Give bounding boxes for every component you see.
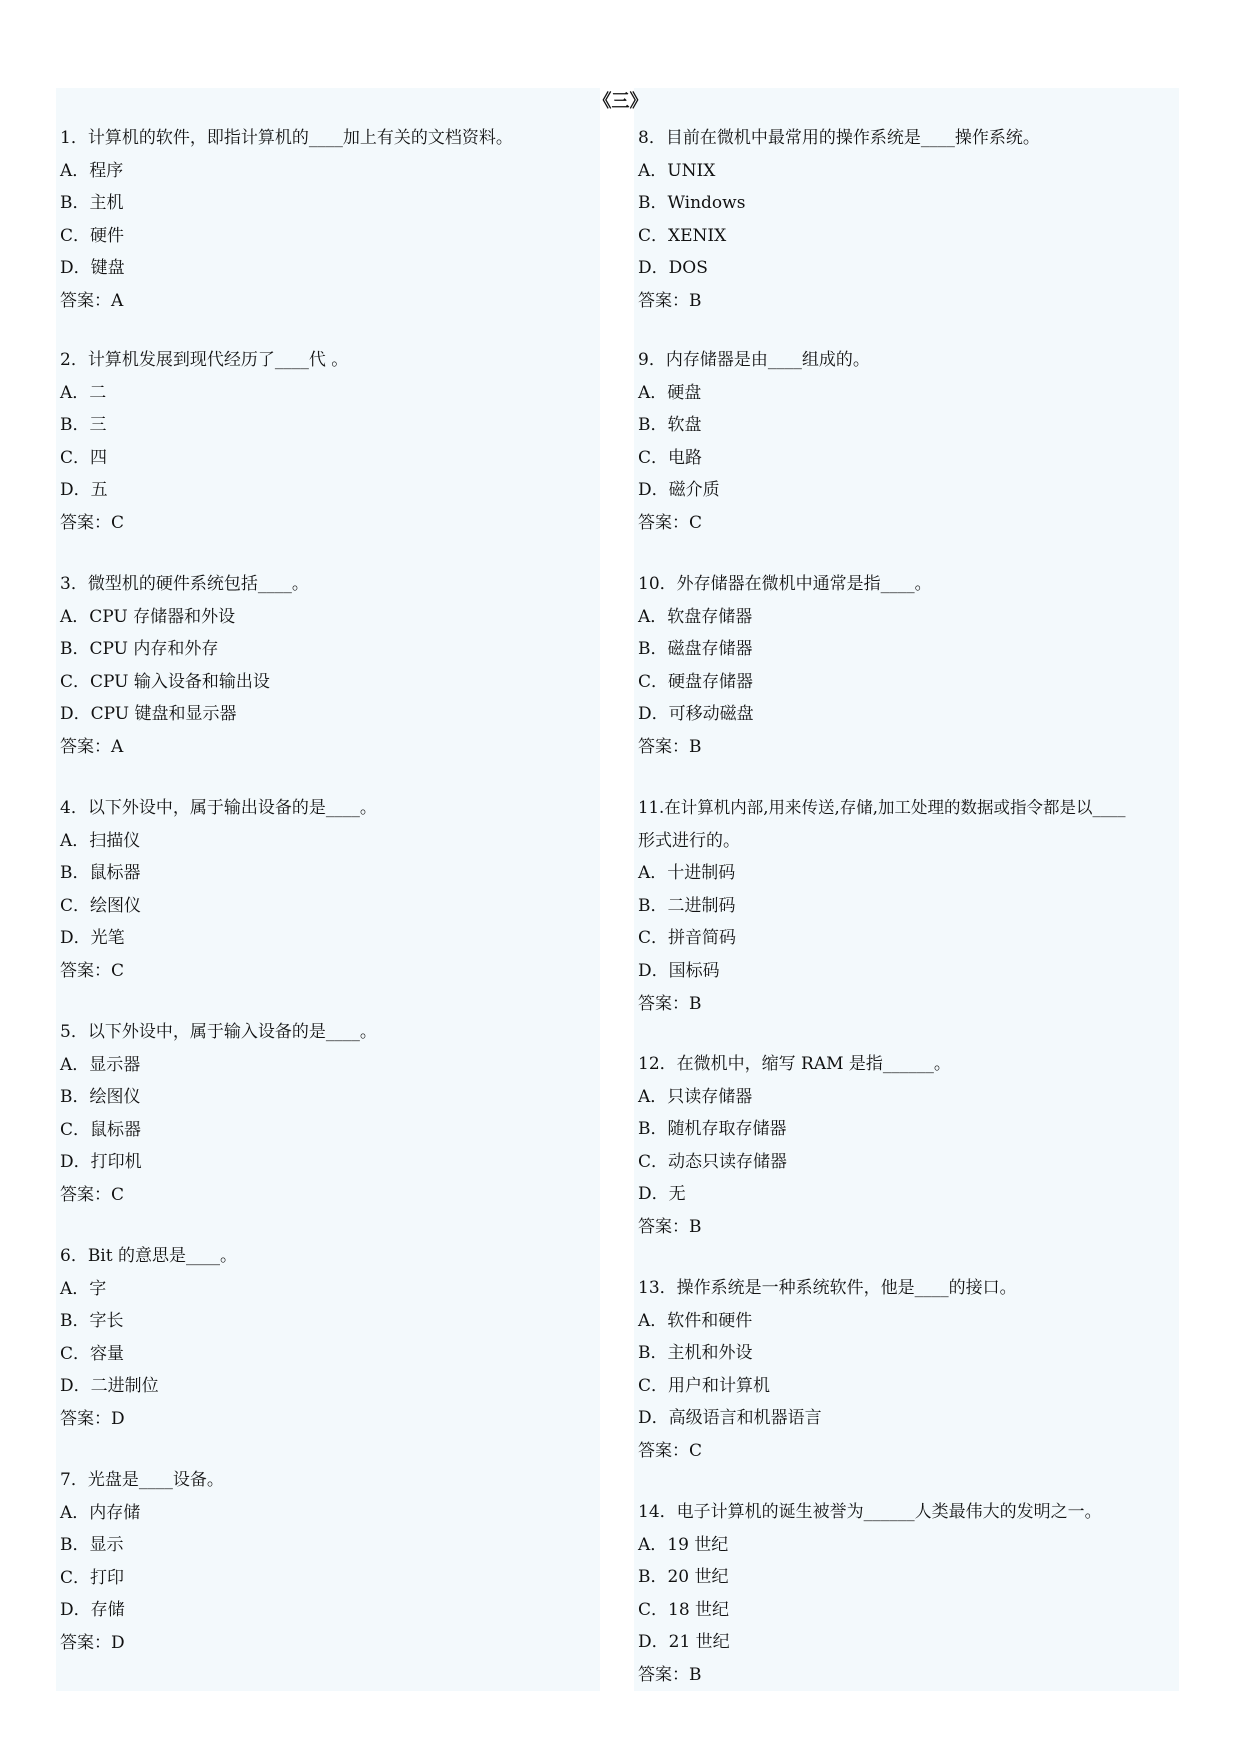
option-b: B．主机和外设 [638,1343,753,1364]
option-b: B．磁盘存储器 [638,639,753,660]
option-b: B．20 世纪 [638,1567,729,1588]
option-b: B．软盘 [638,415,702,436]
question-stem: 5．以下外设中，属于输入设备的是____。 [60,1022,377,1042]
answer-text: 答案：B [638,736,702,757]
option-c: C．XENIX [638,225,727,246]
option-c: C．18 世纪 [638,1599,730,1620]
question-stem: 4．以下外设中，属于输出设备的是____。 [60,798,377,818]
option-d: D．21 世纪 [638,1632,730,1653]
answer-text: 答案：C [638,512,703,533]
question-stem: 12．在微机中，缩写 RAM 是指______。 [638,1054,951,1074]
question-stem: 6．Bit 的意思是____。 [60,1246,237,1266]
option-c: C．容量 [60,1343,125,1364]
question-stem: 11.在计算机内部,用来传送,存储,加工处理的数据或指令都是以____ [638,798,1126,817]
question-block [60,344,600,540]
question-block [60,1240,600,1436]
question-stem: 8．目前在微机中最常用的操作系统是____操作系统。 [638,128,1040,148]
option-a: A．内存储 [60,1502,141,1523]
option-c: C．打印 [60,1567,125,1588]
option-c: C．拼音简码 [638,928,737,949]
option-b: B．主机 [60,193,124,214]
option-d: D．国标码 [638,960,720,981]
page-title: 《三》 [593,91,648,112]
left-column [56,88,600,1691]
answer-text: 答案：C [60,960,125,981]
question-block [638,344,1179,540]
option-b: B．三 [60,415,107,436]
answer-text: 答案：A [60,290,124,311]
option-c: C．硬件 [60,225,125,246]
option-d: D．光笔 [60,928,125,949]
option-d: D．CPU 键盘和显示器 [60,704,237,725]
option-a: A．UNIX [638,160,716,181]
option-d: D．五 [60,480,108,501]
option-a: A．显示器 [60,1054,141,1075]
option-b: B．绘图仪 [60,1087,141,1108]
answer-text: 答案：B [638,1216,702,1237]
question-stem: 10．外存储器在微机中通常是指____。 [638,574,932,594]
option-a: A．十进制码 [638,863,736,884]
question-block [638,122,1179,318]
question-block [638,1048,1179,1244]
option-a: A．二 [60,382,107,403]
question-stem: 13．操作系统是一种系统软件，他是____的接口。 [638,1278,1017,1298]
question-block [638,792,1179,1020]
option-d: D．磁介质 [638,480,720,501]
option-c: C．CPU 输入设备和输出设 [60,671,270,692]
option-c: C．用户和计算机 [638,1375,771,1396]
right-column [634,88,1179,1691]
option-c: C．电路 [638,447,703,468]
answer-text: 答案：B [638,993,702,1014]
question-stem: 7．光盘是____设备。 [60,1470,224,1490]
question-stem: 14．电子计算机的诞生被誉为______人类最伟大的发明之一。 [638,1502,1102,1522]
answer-text: 答案：C [638,1440,703,1461]
question-stem: 3．微型机的硬件系统包括____。 [60,574,309,594]
question-stem: 1．计算机的软件，即指计算机的____加上有关的文档资料。 [60,128,513,148]
option-a: A．只读存储器 [638,1086,753,1107]
question-block [638,568,1179,764]
option-a: A．扫描仪 [60,830,141,851]
option-c: C．四 [60,447,108,468]
option-a: A．CPU 存储器和外设 [60,606,236,627]
option-d: D．无 [638,1184,686,1205]
option-c: C．动态只读存储器 [638,1151,788,1172]
option-b: B．鼠标器 [60,863,141,884]
option-a: A．软件和硬件 [638,1310,753,1331]
option-c: C．绘图仪 [60,895,142,916]
question-block [60,1016,600,1212]
option-b: B．二进制码 [638,895,736,916]
option-c: C．硬盘存储器 [638,671,754,692]
option-d: D．存储 [60,1600,125,1621]
option-b: B．字长 [60,1311,124,1332]
answer-text: 答案：D [60,1632,125,1653]
option-d: D．打印机 [60,1152,142,1173]
option-d: D．二进制位 [60,1376,159,1397]
question-block [638,1496,1179,1692]
option-b: B．CPU 内存和外存 [60,639,219,660]
answer-text: 答案：A [60,736,124,757]
option-c: C．鼠标器 [60,1119,142,1140]
question-block [638,1272,1179,1468]
answer-text: 答案：D [60,1408,125,1429]
option-b: B．Windows [638,193,746,214]
option-d: D．DOS [638,258,708,279]
option-d: D．可移动磁盘 [638,704,754,725]
answer-text: 答案：B [638,290,702,311]
question-block [60,122,600,318]
question-stem: 9．内存储器是由____组成的。 [638,350,870,370]
question-block [60,1464,600,1660]
option-a: A．硬盘 [638,382,702,403]
question-stem: 2．计算机发展到现代经历了____代 。 [60,350,349,370]
option-a: A．软盘存储器 [638,606,753,627]
question-block [60,792,600,988]
answer-text: 答案：C [60,512,125,533]
answer-text: 答案：B [638,1664,702,1685]
option-d: D．高级语言和机器语言 [638,1408,822,1429]
option-b: B．显示 [60,1535,124,1556]
question-block [60,568,600,764]
option-b: B．随机存取存储器 [638,1119,787,1140]
answer-text: 答案：C [60,1184,125,1205]
option-a: A．程序 [60,160,124,181]
option-d: D．键盘 [60,258,125,279]
question-stem-continuation: 形式进行的。 [638,830,740,851]
option-a: A．字 [60,1278,107,1299]
option-a: A．19 世纪 [638,1534,729,1555]
